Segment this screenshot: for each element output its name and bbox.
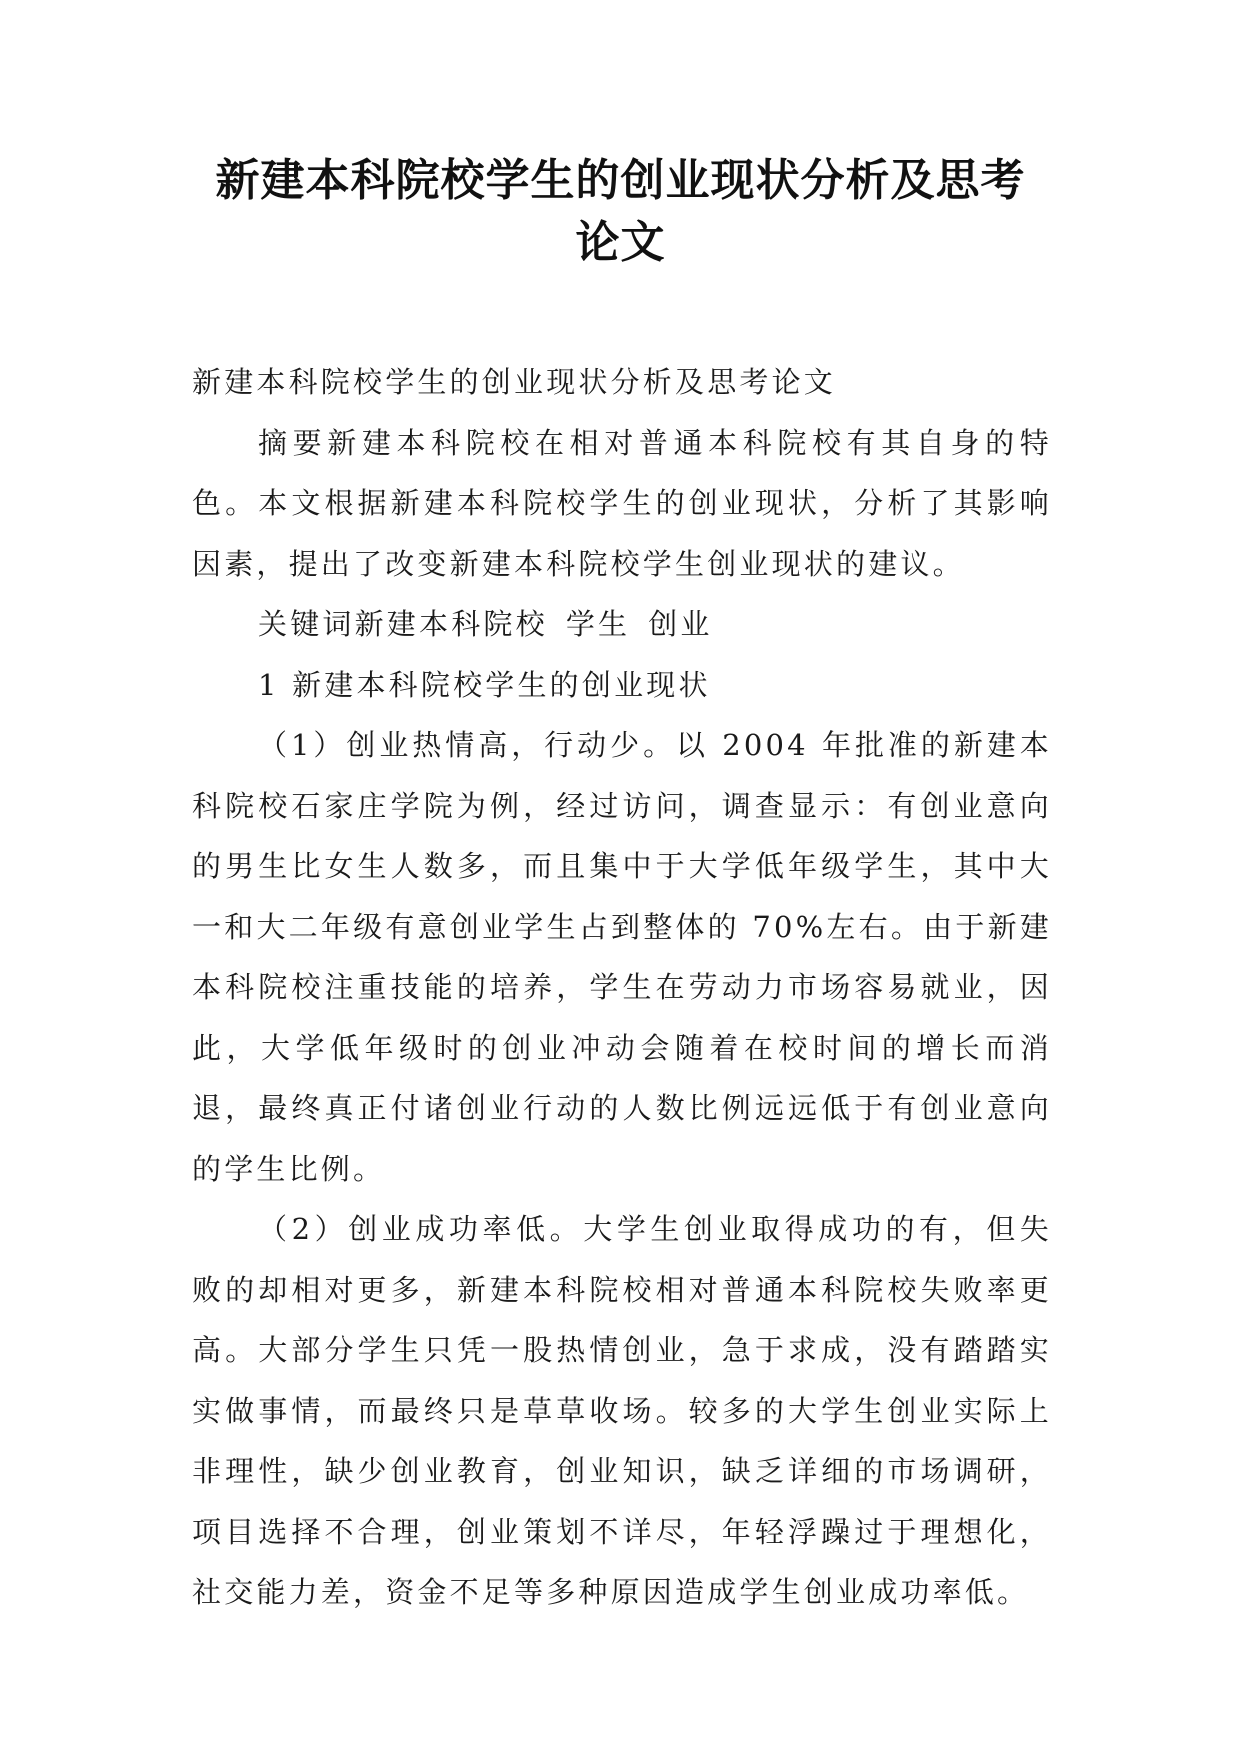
title-line-2: 论文	[575, 217, 666, 268]
keyword-item: 创业	[648, 607, 713, 641]
abstract-paragraph: 摘要新建本科院校在相对普通本科院校有其自身的特色。本文根据新建本科院校学生的创业现状，分析了其影响因素，提出了改变新建本科院校学生创业现状的建议。	[192, 425, 1052, 581]
document-body	[192, 352, 1052, 1623]
body-paragraph-2: （2）创业成功率低。大学生创业取得成功的有，但失败的却相对更多，新建本科院校相对普通本科院校失败率更高。大部分学生只凭一股热情创业，急于求成，没有踏踏实实做事情，而最终只是草草收场。较多的大学生创业实际上非理性，缺少创业教育，创业知识，缺乏详细的市场调研，项目选择不合理，创业策划不详尽，年轻浮躁过于理想化，社交能力差，资金不足等多种原因造成学生创业成功率低。	[192, 1212, 1052, 1609]
keywords-label: 关键词新建本科院校	[258, 607, 548, 641]
keywords-line	[192, 594, 1052, 655]
body-paragraph-1: （1）创业热情高，行动少。以 2004 年批准的新建本科院校石家庄学院为例，经过访问，调查显示：有创业意向的男生比女生人数多，而且集中于大学低年级学生，其中大一和大二年级有意创业学生占到整体的 70%左右。由于新建本科院校注重技能的培养，学生在劳动力市场容易就业，因此，大学低年级时的创业冲动会随着在校时间的增长而消退，最终真正付诸创业行动的人数比例远远低于有创业意向的学生比例。	[192, 728, 1052, 1186]
document-subtitle: 新建本科院校学生的创业现状分析及思考论文	[192, 365, 837, 399]
keyword-item: 学生	[565, 607, 631, 641]
title-line-1: 新建本科院校学生的创业现状分析及思考	[215, 155, 1026, 206]
section-heading: 1 新建本科院校学生的创业现状	[258, 667, 711, 702]
document-title	[140, 150, 1101, 274]
